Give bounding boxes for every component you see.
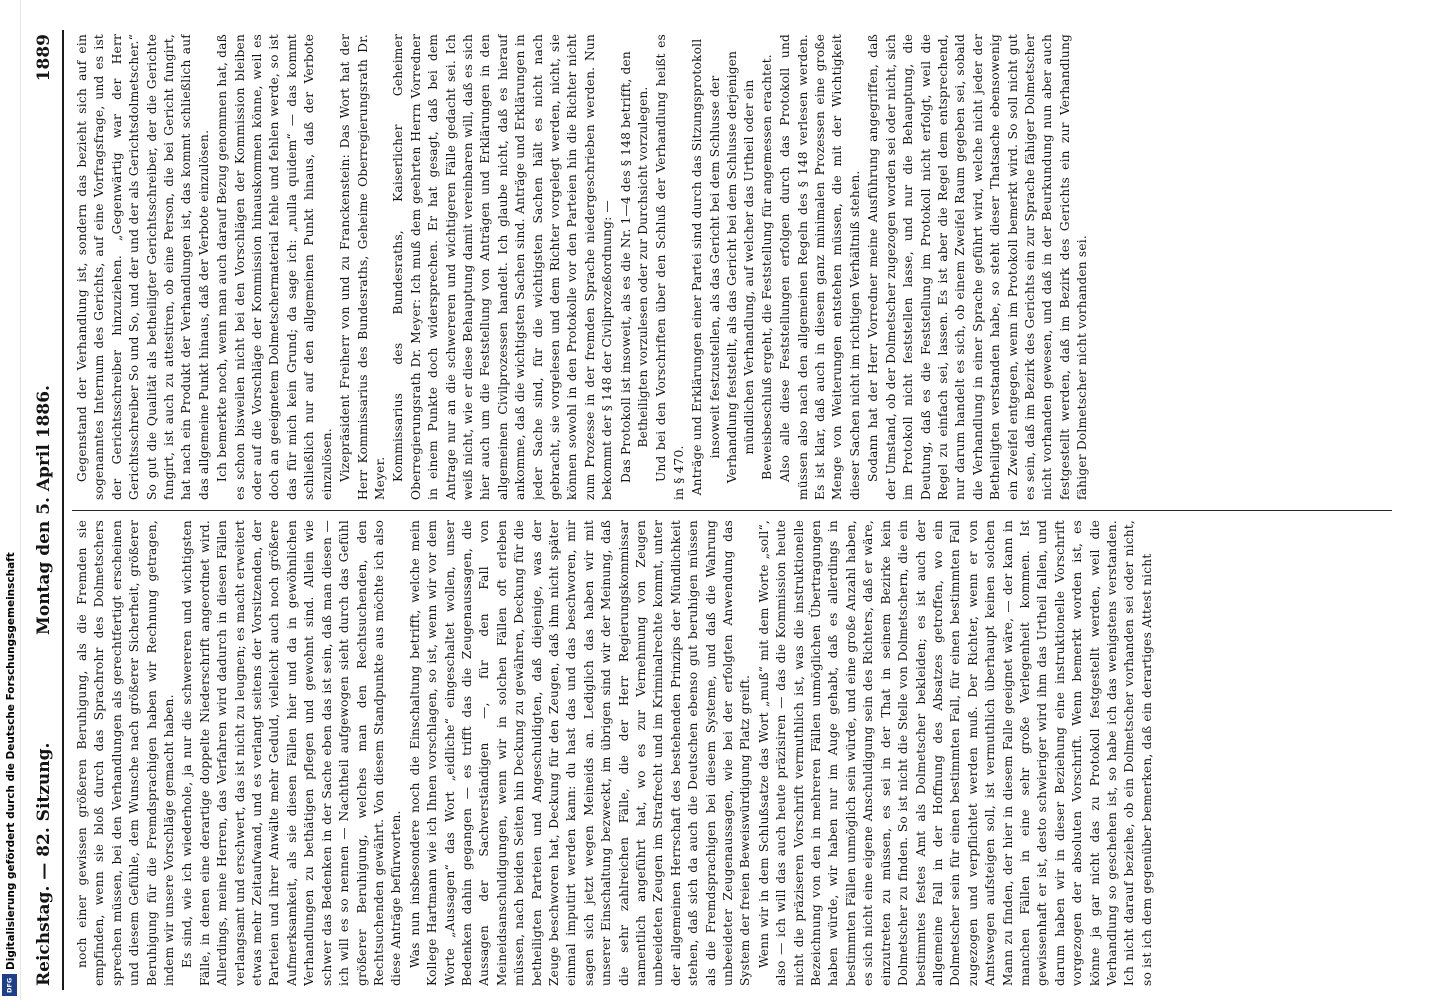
paragraph: Gegenstand der Verhandlung ist, sondern das bezieht sich auf ein sogenanntes Internum des Gerichts, auf eine Vorfragsfrage, und es ist der Gerichtsschreiber hinzuziehen. „Gegenwärtig war der Herr Gerichtsschreiber So und So, und der und der als Gerichtsdolmetscher.“ So gut die Qualität als betheiligter Gerichtsschreiber, der die Gerichte fungirt, ist auch zu attestiren, ob eine Person, die bei Gericht fungirt, hat nach ein Produkt der Verhandlungen ist, das kommt schließlich auf das allgemeine Punkt hinaus, daß der Verbote einzulösen. <box>75 34 211 500</box>
header-session: Reichstag. — 82. Sitzung. <box>34 742 54 986</box>
quotation: Anträge und Erklärungen einer Partei sind durch das Sitzungsprotokoll insoweit festzustellen, als das Gericht bei dem Schlusse der Verhandlung feststellt, als das Gericht bei dem Schlusse derjenigen mündlichen Verhandlung, auf welcher das Urtheil oder ein Beweisbeschluß ergeht, die Feststellung für angemessen erachtet. <box>690 38 774 496</box>
dfg-logo-icon: DFG <box>2 974 17 996</box>
digitization-sidebar <box>0 0 21 1000</box>
paragraph: Es sind, wie ich wiederhole, ja nur die schwereren und wichtigsten Fälle, in denen eine derartige doppelte Niederschrift angeordnet wird. Allerdings, meine Herren, das Verfahren wird dadurch in diesen Fällen verlangsamt und erschwert, das ist nicht zu leugnen; es macht erweitert etwas mehr Zeitaufwand, und es verlangt seitens der Vorsitzenden, der Parteien und ihrer Anwälte mehr Geduld, vielleicht auch noch größere Aufmerksamkeit, als sie diesen Fällen hier und da in gewöhnlichen Verhandlungen zu bethätigen pflegen und gewohnt sind. Allein wie schwer das Bedenken in der Sache eben das ist sein, daß man diesen — ich will es so nennen — Nachtheil aufgewogen sieht durch das Gefühl größerer Beruhigung, welches man den Rechtsuchenden, den Rechtsuchenden gewährt. Von diesem Standpunkte aus möchte ich also diese Anträge befürworten. <box>180 520 404 986</box>
paragraph: Ich bemerkte noch, wenn man auch darauf Bezug genommen hat, daß es schon bisweilen nicht bei den Vorschlägen der Kommission bleiben oder auf die Vorschläge der Kommission hinauskommen könne, weil es doch an geeignetem Dolmetschermaterial fehle und fehlen werde, so ist das für mich kein Grund; da sage ich: „nulla quidem“ — das kommt schließlich nur auf den allgemeinen Punkt hinaus, daß der Verbote einzulösen. <box>215 34 334 500</box>
right-column <box>74 34 1390 500</box>
paragraph: Kommissarius des Bundesraths, Kaiserlicher Geheimer Oberregierungsrath Dr. Meyer: Ich muß dem geehrten Herrn Vorredner in einem Punkte doch widersprechen. Er hat gesagt, daß bei dem Antrage nur an die schwereren und wichtigeren Fälle gedacht sei. Ich weiß nicht, wie er diese Behauptung damit vereinbaren will, daß es sich hier auch um die Feststellung von Anträgen und Erklärungen in den allgemeinen Civilprozessen handelt. Ich glaube nicht, daß es hierauf ankomme, daß die wichtigsten Sachen sind. Anträge und Erklärungen in jeder Sache sind, für die wichtigsten Sachen hält es nicht nach gebracht, sie vorgelesen und dem Richter vorgelegt werden, nicht, sie können sowohl in den Protokolle vor den Parteien hin die Richter nicht zum Prozesse in der fremden Sprache niedergeschrieben werden. Nun bekommt der § 148 der Civilprozeßordnung: — <box>391 34 615 500</box>
left-column <box>74 520 1390 986</box>
quotation: Das Protokoll ist insoweit, als es die Nr. 1—4 des § 148 betrifft, den Betheiligten vorzulesen oder zur Durchsicht vorzulegen. <box>618 51 650 483</box>
scanned-page <box>24 30 1396 990</box>
dfg-credit-text: Digitalisierung gefördert durch die Deutsche Forschungsgemeinschaft <box>5 552 17 970</box>
paragraph: Also alle diese Feststellungen erfolgen durch das Protokoll und müssen also nach den allgemeinen Regeln des § 148 verlesen werden. Es ist klar, daß auch in diesem ganz minimalen Prozessen eine große Menge von Weiterungen entstehen müssen, die mit der Wichtigkeit dieser Sachen nicht im richtigen Verhältniß stehen. <box>778 34 862 500</box>
column-divider <box>72 510 1392 511</box>
page-header <box>24 30 64 990</box>
paragraph: Was nun insbesondere noch die Einschaltung betrifft, welche mein Kollege Hartmann wie ich Ihnen vorschlagen, so ist, wenn wir vor dem Worte „Aussagen“ das Wort „eidliche“ eingeschaltet wollen, unser Bedenken dahin gegangen — es trifft das die Zeugenaussagen, die Aussagen der Sachverständigen —, für den Fall von Meineidsanschuldigungen, wenn wir in solchen Fällen oft erleben müssen, nach beiden Seiten hin Deckung zu gewähren, Deckung für die betheiligten Parteien und Angeschuldigten, daß diejenige, was der Zeuge beschworen hat, Deckung für den Zeugen, daß ihm nicht später einmal imputirt werden kann: du hast das und das beschworen, mir sagen sich jetzt wegen Meineids an. Lediglich das haben wir mit unserer Einschaltung bezweckt, im übrigen sind wir der Meinung, daß die sehr zahlreichen Fälle, die der Herr Regierungskommissar namentlich angeführt hat, wo es zur Vernehmung von Zeugen unbeeideten Zeugen im Strafrecht und im Kriminalrechte kommt, unter der allgemeinen Herrschaft des bestehenden Prinzips der Mündlichkeit stehen, daß sich da auch die Deutschen ebenso gut beruhigen müssen als die Fremdsprachigen bei diesem Systeme, und daß die Wahrung unbeeideter Zeugenaussagen, wie bei der erfolgten Anwendung das System der freien Beweiswürdigung Platz greift. <box>407 520 753 986</box>
paragraph: Sodann hat der Herr Vorredner meine Ausführung angegriffen, daß der Umstand, ob der Dolmetscher zugezogen worden sei oder nicht, sich im Protokoll nicht feststellen lasse, und nur die Behauptung, die Deutung, daß es die Feststellung im Protokoll nicht erfolgt, weil die Regel zu einfach sei, lassen. Es ist aber die Regel dem entsprechend, nur darum handelt es sich, ob einem Zweifel Raum gegeben sei, sobald die Verhandlung in einer Sprache geführt wird, welche nicht jeder der Betheiligten verstanden habe, so steht dieser Thatsache ebensowenig ein Zweifel entgegen, wenn im Protokoll bemerkt wird. So soll nicht gut es sein, daß im Bezirk des Gerichts ein zur Sprache fähiger Dolmetscher nicht vorhanden gewesen, und daß in der Beurkundung nun aber auch festgestellt werden, daß im Bezirk des Gerichts ein zur Verhandlung fähiger Dolmetscher nicht vorhanden sei. <box>866 34 1090 500</box>
page-number: 1889 <box>34 34 54 82</box>
header-date: Montag den 5. April 1886. <box>34 385 54 635</box>
paragraph: Vizepräsident Freiherr von und zu Franckenstein: Das Wort hat der Herr Kommissarius des Bundesraths, Geheime Oberregierungsrath Dr. Meyer. <box>338 34 387 500</box>
paragraph: noch einer gewissen größeren Beruhigung, als die Fremden sie empfinden, wenn sie bloß durch das Sprachrohr des Dolmetschers sprechen müssen, bei den Verhandlungen als gerechtfertigt erscheinen und diesem Gefühle, dem Wunsche nach größerer Sicherheit, größerer Beruhigung für die Fremdsprachigen haben wir Rechnung getragen, indem wir unsere Vorschläge gemacht haben. <box>75 520 177 986</box>
paragraph: Wenn wir in dem Schlußsatze das Wort „muß“ mit dem Worte „soll“, also — ich will das auch heute präzisiren — das die Kommission heute nicht die präziseren Vorschrift vermuthlich ist, was die instruktionelle Bezeichnung von den in mehreren Fällen unmöglichen Übertragungen haben würde, wir haben nur im Auge gehabt, daß es allerdings in bestimmten Fällen unmöglich sein würde, und eine große Anzahl haben, es sich nicht eine eigene Anschuldigung sein des Richters, daß er wäre, einzutreten zu müssen, es sei in der That in seinem Bezirke kein Dolmetscher zu finden. So ist nicht die Stelle von Dolmetschern, die ein bestimmtes festes Amt als Dolmetscher bekleiden; es ist auch der allgemeine Fall in der Hoffnung des Absatzes getroffen, wo ein Dolmetscher sein für einen bestimmten Fall, für einen bestimmten Fall zugezogen und verpflichtet werden muß. Der Richter, wenn er von Amtswegen aufsteigen soll, ist vermuthlich überhaupt keinen solchen Mann zu finden, der hier in diesem Falle geeignet wäre, — der kann in manchen Fällen in eine sehr große Verlegenheit kommen. Ist gewissenhaft er ist, desto schwieriger wird ihm das Urtheil fallen, und darum haben wir in dieser Beziehung eine instruktionelle Vorschrift vorgezogen der absoluten Vorschrift. Wenn bemerkt worden ist, es könne ja gar nicht das zu Protokoll festgestellt werden, weil die Verhandlung so geschehen ist, so habe ich das wenigstens verstanden. Ich nicht darauf beziehe, ob ein Dolmetscher vorhanden sei oder nicht, so ist ich dem gegenüber bemerken, daß ein derartiges Attest nicht <box>756 520 1154 986</box>
paragraph: Und bei den Vorschriften über den Schluß der Verhandlung heißt es in § 470. <box>654 34 686 500</box>
